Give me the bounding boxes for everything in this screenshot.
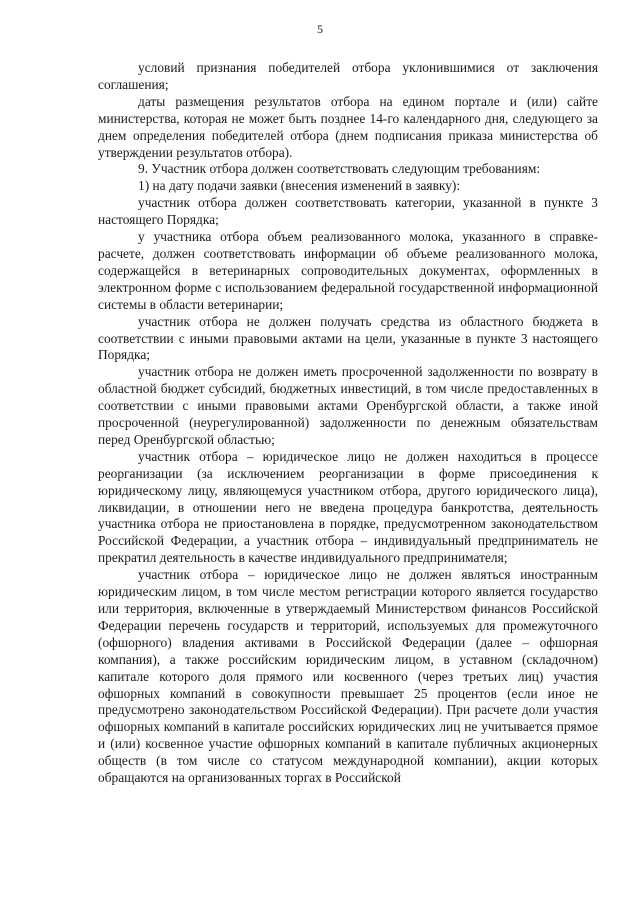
- paragraph: даты размещения результатов отбора на едином портале и (или) сайте министерства, которая не может быть позднее 14-го календарного дня, следующего за днем определения победителей отбора (днем подписания приказа министерства об утверждении результатов отбора).: [98, 93, 598, 160]
- paragraph: участник отбора – юридическое лицо не должен являться иностранным юридическим лицом, в том числе местом регистрации которого является государство или территория, включенные в утверждаемый Министерством финансов Российской Федерации перечень государств и территорий, используемых для промежуточного (офшорного) владения активами в Российской Федерации (далее – офшорная компания), а также российским юридическим лицом, в уставном (складочном) капитале которого доля прямого или косвенного (через третьих лиц) участия офшорных компаний в совокупности превышает 25 процентов (если иное не предусмотрено законодательством Российской Федерации). При расчете доли участия офшорных компаний в капитале российских юридических лиц не учитывается прямое и (или) косвенное участие офшорных компаний в капитале публичных акционерных обществ (в том числе со статусом международной компании), акции которых обращаются на организованных торгах в Российской: [98, 567, 598, 786]
- paragraph: 1) на дату подачи заявки (внесения изменений в заявку):: [138, 178, 461, 194]
- document-body: [98, 60, 598, 787]
- paragraph: условий признания победителей отбора уклонившимися от заключения соглашения;: [98, 60, 598, 92]
- page-number: 5: [317, 22, 323, 36]
- paragraph: 9. Участник отбора должен соответствовать следующим требованиям:: [138, 161, 541, 177]
- paragraph: у участника отбора объем реализованного молока, указанного в справке-расчете, должен соответствовать информации об объеме реализованного молока, содержащейся в ветеринарных сопроводительных документах, оформленных в электронном форме с использованием федеральной государственной информационной системы в области ветеринарии;: [98, 229, 598, 312]
- paragraph: участник отбора должен соответствовать категории, указанной в пункте 3 настоящего Порядка;: [98, 195, 598, 228]
- paragraph: участник отбора не должен получать средства из областного бюджета в соответствии с иными правовыми актами на цели, указанные в пункте 3 настоящего Порядка;: [98, 313, 598, 363]
- paragraph: участник отбора не должен иметь просроченной задолженности по возврату в областной бюджет субсидий, бюджетных инвестиций, в том числе предоставленных в соответствии с иными правовыми актами Оренбургской области, а также иной просроченной (неурегулированной) задолженности по денежным обязательствам перед Оренбургской областью;: [98, 364, 598, 447]
- paragraph: участник отбора – юридическое лицо не должен находиться в процессе реорганизации (за исключением реорганизации в форме присоединения к юридическому лицу, являющемуся участником отбора, другого юридического лица), ликвидации, в отношении него не введена процедура банкротства, деятельность участника отбора не приостановлена в порядке, предусмотренном законодательством Российской Федерации, а участник отбора – индивидуальный предприниматель не прекратил деятельность в качестве индивидуального предпринимателя;: [98, 448, 598, 566]
